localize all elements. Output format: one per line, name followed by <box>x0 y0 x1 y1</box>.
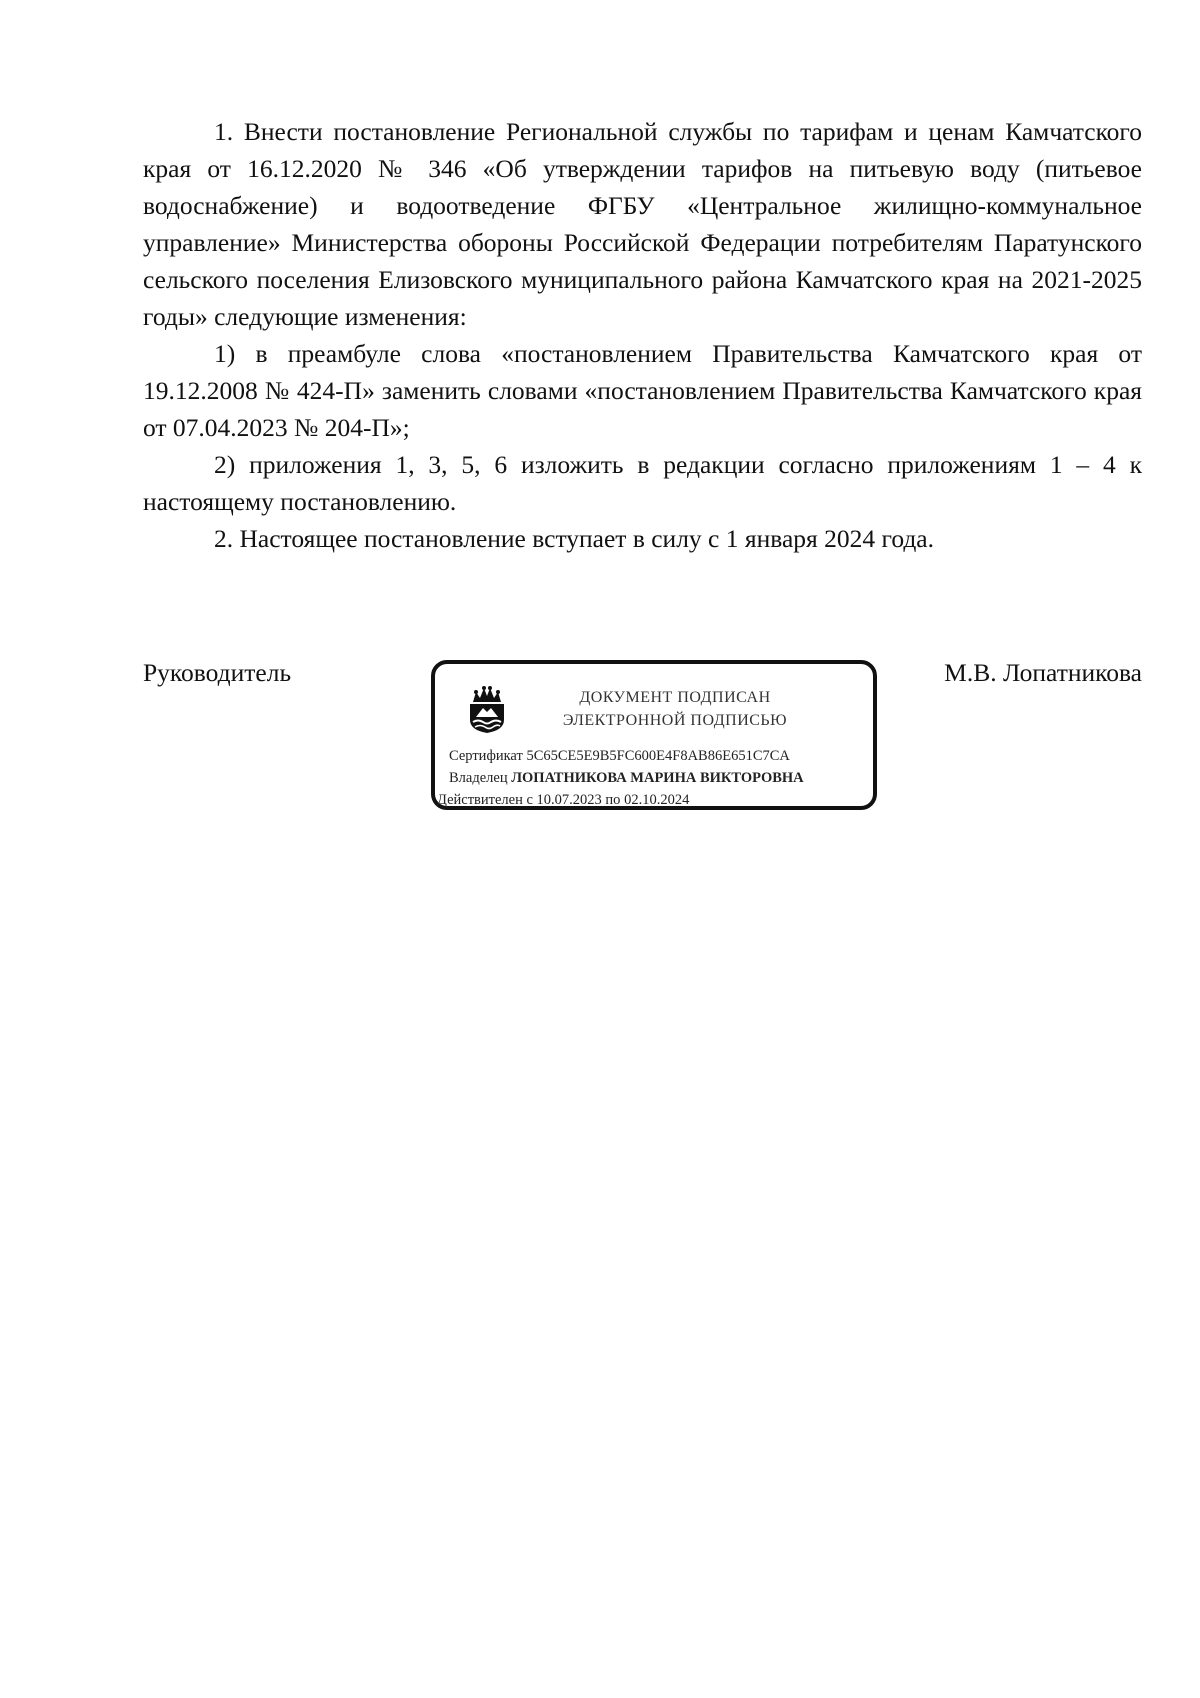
electronic-signature-stamp <box>431 660 877 810</box>
stamp-valid-from: 10.07.2023 <box>536 792 602 808</box>
paragraph-amendment: 1. Внести постановление Региональной службы по тарифам и ценам Камчатского края от 16.12.2020 № 346 «Об утверждении тарифов на питьевую воду (питьевое водоснабжение) и водоотведение ФГБУ «Центральное жилищно-коммунальное управление» Министерства обороны Российской Федерации потребителям Паратунского сельского поселения Елизовского муниципального района Камчатского края на 2021-2025 годы» следующие изменения: <box>143 117 1142 331</box>
stamp-owner-line <box>449 768 804 788</box>
stamp-heading-line1: ДОКУМЕНТ ПОДПИСАН <box>579 689 771 706</box>
stamp-heading <box>545 686 805 732</box>
stamp-valid-from-label: с <box>526 792 533 808</box>
signer-name: М.В. Лопатникова <box>944 658 1142 687</box>
stamp-valid-to: 02.10.2024 <box>624 792 690 808</box>
stamp-valid-label: Действителен <box>437 792 523 808</box>
stamp-owner-label: Владелец <box>449 770 508 786</box>
signature-block <box>143 654 1142 824</box>
document-body <box>143 113 1142 557</box>
stamp-certificate-label: Сертификат <box>449 748 523 764</box>
stamp-certificate-line <box>449 746 790 766</box>
stamp-owner-value: ЛОПАТНИКОВА МАРИНА ВИКТОРОВНА <box>511 770 804 786</box>
stamp-certificate-value: 5C65CE5E9B5FC600E4F8AB86E651C7CA <box>526 748 790 764</box>
stamp-valid-to-label: по <box>605 792 621 808</box>
paragraph-effective-date: 2. Настоящее постановление вступает в силу с 1 января 2024 года. <box>214 524 935 553</box>
signer-title: Руководитель <box>143 658 292 687</box>
stamp-heading-line2: ЭЛЕКТРОННОЙ ПОДПИСЬЮ <box>562 712 788 729</box>
kamchatka-emblem-icon <box>467 684 507 734</box>
stamp-validity-line <box>437 790 689 810</box>
paragraph-appendix-change: 2) приложения 1, 3, 5, 6 изложить в редакции согласно приложениям 1 – 4 к настоящему постановлению. <box>143 450 1142 516</box>
paragraph-preamble-change: 1) в преамбуле слова «постановлением Правительства Камчатского края от 19.12.2008 № 424-П» заменить словами «постановлением Правительства Камчатского края от 07.04.2023 № 204-П»; <box>143 339 1142 442</box>
